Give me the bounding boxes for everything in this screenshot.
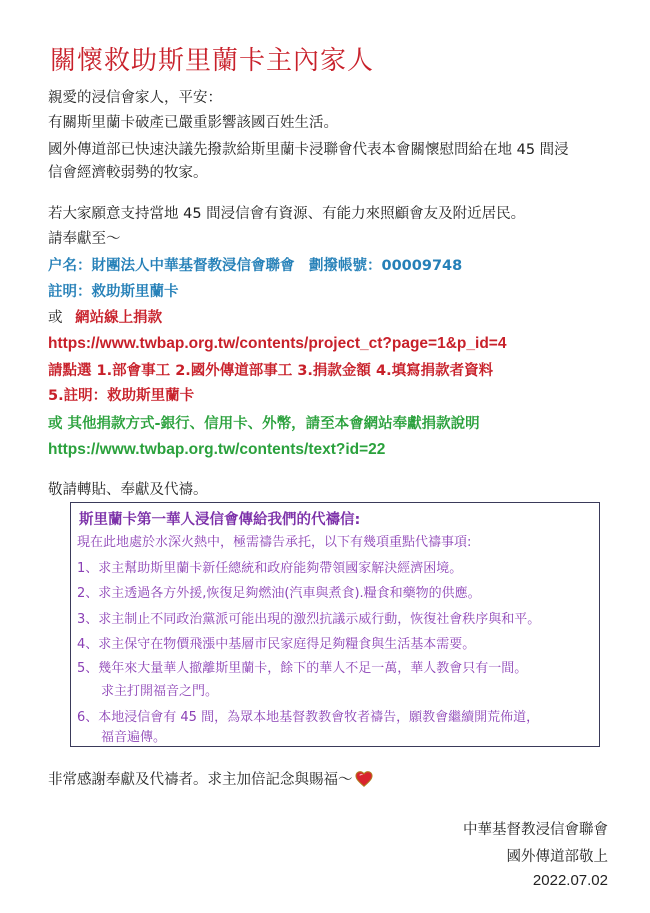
account-line: 户名：財團法人中華基督教浸信會聯會 劃撥帳號：00009748 — [48, 258, 463, 274]
online-donation-link[interactable]: 網站線上捐款 — [75, 310, 163, 326]
donation-steps: 請點選 1.部會事工 2.國外傳道部事工 3.捐款金額 4.填寫捐款者資料 — [48, 363, 494, 379]
paragraph-2-line-1: 國外傳道部已快速決議先撥款給斯里蘭卡浸聯會代表本會關懷慰問給在地 45 間浸 — [48, 142, 569, 158]
thanks-line — [48, 770, 373, 790]
prayer-item-continued: 福音遍傳。 — [101, 730, 167, 745]
paragraph-1: 有關斯里蘭卡破產已嚴重影響該國百姓生活。 — [48, 115, 338, 131]
prayer-item: 5、幾年來大量華人撤離斯里蘭卡，餘下的華人不足一萬，華人教會只有一間。 — [77, 661, 528, 676]
paragraph-3: 若大家願意支持當地 45 間浸信會有資源、有能力來照顧會友及附近居民。 — [48, 206, 526, 222]
heart-icon — [355, 771, 373, 787]
prayer-letter-box — [70, 502, 600, 747]
online-donation-line — [48, 308, 162, 328]
signature-dept: 國外傳道部敬上 — [506, 849, 608, 865]
signature-org: 中華基督教浸信會聯會 — [463, 822, 608, 838]
prayer-title: 斯里蘭卡第一華人浸信會傳給我們的代禱信: — [79, 512, 361, 528]
thanks-text: 非常感謝奉獻及代禱者。求主加倍記念與賜福～ — [48, 772, 353, 788]
donation-url-1[interactable]: https://www.twbap.org.tw/contents/project_ct?page=1&p_id=4 — [48, 335, 507, 352]
share-request: 敬請轉貼、奉獻及代禱。 — [48, 482, 208, 498]
please-give: 請奉獻至～ — [48, 231, 121, 247]
donation-url-2[interactable]: https://www.twbap.org.tw/contents/text?id=22 — [48, 441, 386, 458]
prayer-item: 3、求主制止不同政治黨派可能出現的激烈抗議示威行動，恢復社會秩序與和平。 — [77, 612, 541, 627]
prayer-intro: 現在此地處於水深火熱中，極需禱告承托，以下有幾項重點代禱事項: — [77, 535, 472, 550]
prayer-item: 1、求主幫助斯里蘭卡新任總統和政府能夠帶領國家解決經濟困境。 — [77, 561, 463, 576]
prayer-item: 4、求主保守在物價飛漲中基層市民家庭得足夠糧食與生活基本需要。 — [77, 637, 476, 652]
signature-date: 2022.07.02 — [532, 872, 608, 889]
prayer-item: 6、本地浸信會有 45 間，為眾本地基督教教會牧者禱告，願教會繼續開荒佈道， — [77, 710, 540, 725]
page-title: 關懷救助斯里蘭卡主內家人 — [50, 46, 375, 76]
greeting: 親愛的浸信會家人，平安： — [48, 90, 222, 106]
or-label: 或 — [48, 310, 63, 326]
prayer-item: 2、求主透過各方外援,恢復足夠燃油(汽車與煮食).糧食和藥物的供應。 — [77, 586, 481, 601]
prayer-item-continued: 求主打開福音之門。 — [101, 684, 219, 699]
donation-step-5: 5.註明：救助斯里蘭卡 — [48, 388, 195, 404]
paragraph-2-line-2: 信會經濟較弱勢的牧家。 — [48, 165, 208, 181]
other-methods: 或 其他捐款方式-銀行、信用卡、外幣，請至本會網站奉獻捐款說明 — [48, 416, 480, 432]
note-line: 註明：救助斯里蘭卡 — [48, 284, 179, 300]
